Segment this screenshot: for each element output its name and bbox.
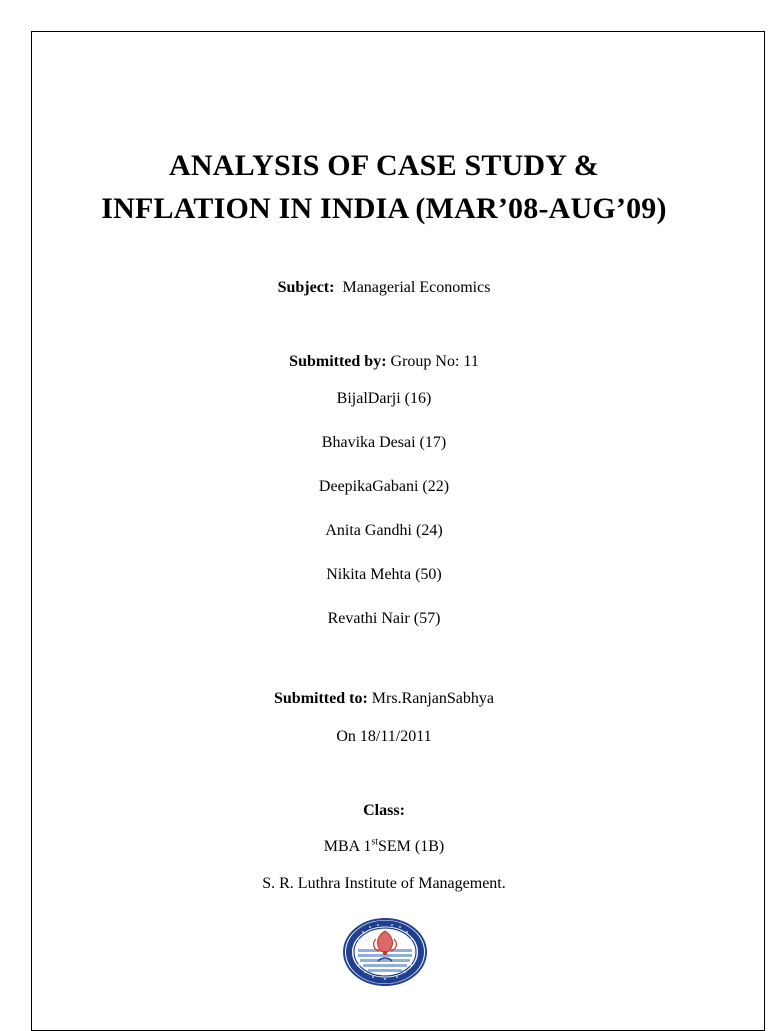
member-item: Nikita Mehta (50) bbox=[326, 566, 442, 583]
institute-name: S. R. Luthra Institute of Management. bbox=[262, 875, 506, 892]
member-item: Bhavika Desai (17) bbox=[321, 434, 447, 451]
submitted-to-line bbox=[31, 689, 737, 709]
group-number: Group No: 11 bbox=[390, 353, 479, 370]
class-sup: st bbox=[371, 836, 378, 848]
subject-line bbox=[31, 278, 737, 298]
submitted-to-label: Submitted to: bbox=[274, 690, 368, 707]
title-line-1: ANALYSIS OF CASE STUDY & bbox=[169, 149, 599, 182]
institute-emblem-icon bbox=[342, 917, 428, 987]
class-label: Class: bbox=[363, 802, 405, 819]
submission-date: On 18/11/2011 bbox=[336, 728, 432, 745]
submitted-by-label: Submitted by: bbox=[289, 353, 387, 370]
member-item: DeepikaGabani (22) bbox=[318, 478, 450, 495]
class-prefix: MBA 1 bbox=[323, 838, 372, 855]
subject-label: Subject: bbox=[277, 279, 335, 296]
member-item: Revathi Nair (57) bbox=[327, 610, 441, 627]
class-value bbox=[31, 837, 737, 857]
class-label-line bbox=[31, 801, 737, 821]
title-line-2: INFLATION IN INDIA (MAR’08-AUG’09) bbox=[101, 192, 667, 225]
class-suffix: SEM (1B) bbox=[378, 838, 445, 855]
member-item: Anita Gandhi (24) bbox=[325, 522, 443, 539]
submitted-by-line bbox=[31, 352, 737, 372]
submitted-to-value: Mrs.RanjanSabhya bbox=[371, 690, 494, 707]
subject-value: Managerial Economics bbox=[342, 279, 491, 296]
member-item: BijalDarji (16) bbox=[336, 390, 432, 407]
